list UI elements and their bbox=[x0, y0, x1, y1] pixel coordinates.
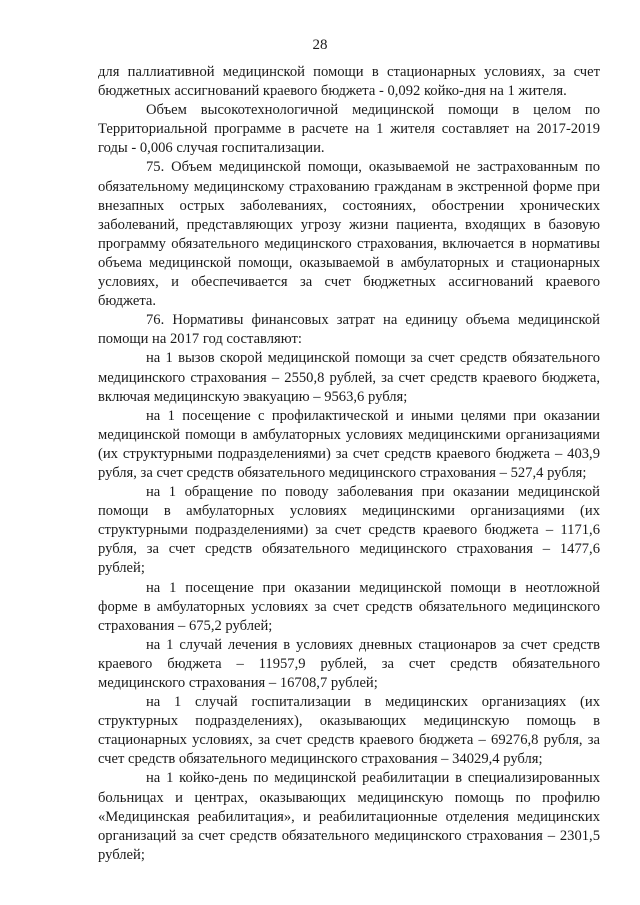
paragraph: на 1 посещение с профилактической и иными целями при оказании медицинской помощи в амбулаторных условиях медицинскими организациями (их структурными подразделениями) за счет средств краевого бюджета – 403,9 рубля, за счет средств обязательного медицинского страхования – 527,4 рубля; bbox=[98, 407, 600, 481]
paragraph: на 1 койко-день по медицинской реабилитации в специализированных больницах и центрах, оказывающих медицинскую помощь по профилю «Медицинская реабилитация», и реабилитационные отделения медицинских организаций за счет средств обязательного медицинского страхования – 2301,5 рублей; bbox=[98, 770, 600, 863]
paragraph: на 1 случай госпитализации в медицинских организациях (их структурных подразделениях), оказывающих медицинскую помощь в стационарных условиях, за счет средств краевого бюджета – 69276,8 рубля, за счет средств обязательного медицинского страхования – 34029,4 рубля; bbox=[98, 694, 600, 768]
paragraph: на 1 посещение при оказании медицинской помощи в неотложной форме в амбулаторных условиях за счет средств обязательного медицинского страхования – 675,2 рублей; bbox=[98, 579, 600, 634]
paragraph: на 1 вызов скорой медицинской помощи за счет средств обязательного медицинского страхования – 2550,8 рублей, за счет средств краевого бюджета, включая медицинскую эвакуацию – 9563,6 рубля; bbox=[98, 350, 600, 405]
page-number: 28 bbox=[312, 37, 328, 53]
paragraph: 76. Нормативы финансовых затрат на единицу объема медицинской помощи на 2017 год составляют: bbox=[98, 312, 600, 348]
paragraph: Объем высокотехнологичной медицинской помощи в целом по Территориальной программе в расчете на 1 жителя составляет на 2017-2019 годы - 0,006 случая госпитализации. bbox=[98, 102, 600, 157]
document-body bbox=[98, 63, 600, 865]
paragraph: на 1 случай лечения в условиях дневных стационаров за счет средств краевого бюджета – 11957,9 рублей, за счет средств обязательного медицинского страхования – 16708,7 рублей; bbox=[98, 636, 600, 691]
paragraph: на 1 обращение по поводу заболевания при оказании медицинской помощи в амбулаторных условиях медицинскими организациями (их структурными подразделениями) за счет средств краевого бюджета – 1171,6 рубля, за счет средств обязательного медицинского страхования – 1477,6 рублей; bbox=[98, 484, 600, 577]
paragraph: 75. Объем медицинской помощи, оказываемой не застрахованным по обязательному медицинскому страхованию гражданам в экстренной форме при внезапных острых заболеваниях, состояниях, обострении хронических заболеваний, представляющих угрозу жизни пациента, входящих в базовую программу обязательного медицинского страхования, включается в нормативы объема медицинской помощи, оказываемой в амбулаторных и стационарных условиях, и обеспечивается за счет бюджетных ассигнований краевого бюджета. bbox=[98, 159, 600, 310]
paragraph: для паллиативной медицинской помощи в стационарных условиях, за счет бюджетных ассигнований краевого бюджета - 0,092 койко-дня на 1 жителя. bbox=[98, 64, 600, 100]
